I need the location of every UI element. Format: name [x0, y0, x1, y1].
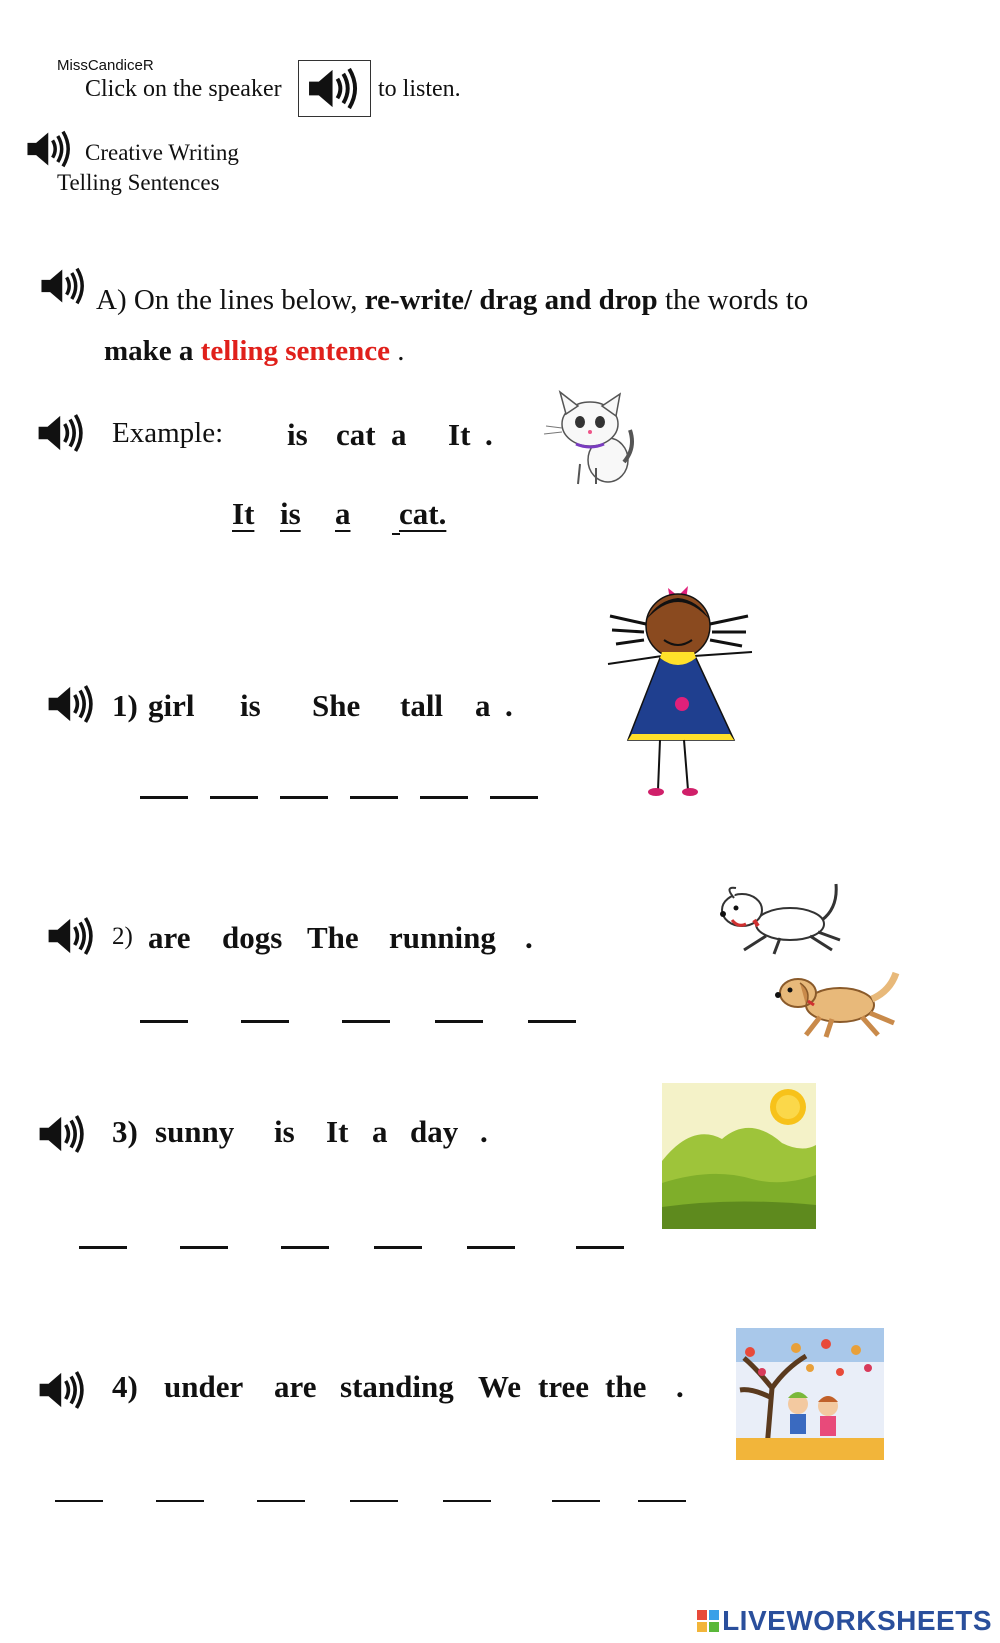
telling-sentence-keyword: telling sentence — [200, 335, 390, 367]
answer-blank[interactable] — [241, 1020, 289, 1023]
girl-image — [598, 580, 758, 800]
scrambled-word[interactable]: tree — [538, 1369, 590, 1404]
speaker-icon[interactable] — [35, 410, 89, 456]
scrambled-word[interactable]: sunny — [155, 1114, 235, 1149]
example-word: a — [391, 417, 407, 452]
example-answer-word: a — [335, 496, 351, 531]
instruction-emphasis: make a — [104, 335, 194, 367]
example-label: Example: — [112, 417, 224, 449]
scrambled-word[interactable]: is — [240, 688, 261, 723]
brown-dog-image — [770, 965, 902, 1043]
liveworksheets-logo — [697, 1605, 992, 1637]
scrambled-word[interactable]: The — [307, 920, 359, 955]
scrambled-word[interactable]: She — [312, 688, 361, 723]
scrambled-word[interactable]: . — [505, 688, 513, 723]
answer-blank[interactable] — [281, 1246, 329, 1249]
autumn-tree-image — [736, 1328, 884, 1460]
brand-name: LIVEWORKSHEETS — [722, 1605, 992, 1636]
example-answer-word: cat. — [399, 496, 447, 531]
speaker-icon[interactable] — [298, 60, 371, 117]
example-word: . — [485, 417, 493, 452]
answer-blank[interactable] — [490, 796, 538, 799]
scrambled-word[interactable]: . — [525, 920, 533, 955]
instruction-text: the words to — [664, 284, 809, 316]
worksheet-title: Creative Writing — [85, 140, 239, 165]
author-name: MissCandiceR — [57, 57, 154, 74]
scrambled-word[interactable]: standing — [340, 1369, 454, 1404]
instruction-text: A) On the lines below, — [96, 284, 358, 316]
example-answer-word: is — [280, 496, 301, 531]
instruction-period: . — [397, 335, 405, 367]
answer-blank[interactable] — [443, 1500, 491, 1502]
instruction-line-1 — [96, 284, 808, 317]
answer-blank[interactable] — [180, 1246, 228, 1249]
answer-blank[interactable] — [576, 1246, 624, 1249]
answer-blank[interactable] — [156, 1500, 204, 1502]
speaker-icon[interactable] — [24, 128, 76, 170]
answer-blank[interactable] — [552, 1500, 600, 1502]
sunny-landscape-image — [662, 1083, 816, 1229]
exercise-number: 3) — [112, 1114, 138, 1149]
scrambled-word[interactable]: day — [410, 1114, 459, 1149]
speaker-icon[interactable] — [45, 680, 99, 728]
scrambled-word[interactable]: running — [389, 920, 496, 955]
click-instruction-prefix: Click on the speaker — [85, 76, 282, 102]
click-instruction-suffix: to listen. — [378, 76, 461, 102]
example-word: cat — [336, 417, 376, 452]
speaker-icon[interactable] — [36, 1366, 90, 1414]
answer-blank[interactable] — [55, 1500, 103, 1502]
speaker-icon[interactable] — [36, 1110, 90, 1158]
example-answer-underline — [392, 533, 400, 535]
scrambled-word[interactable]: It — [326, 1114, 349, 1149]
worksheet-subtitle: Telling Sentences — [57, 170, 220, 195]
exercise-number: 1) — [112, 688, 138, 723]
answer-blank[interactable] — [350, 1500, 398, 1502]
answer-blank[interactable] — [140, 1020, 188, 1023]
cat-image — [540, 388, 638, 488]
speaker-icon[interactable] — [45, 912, 99, 960]
example-word: is — [287, 417, 308, 452]
exercise-number: 4) — [112, 1369, 138, 1404]
scrambled-word[interactable]: is — [274, 1114, 295, 1149]
answer-blank[interactable] — [342, 1020, 390, 1023]
scrambled-word[interactable]: . — [480, 1114, 488, 1149]
scrambled-word[interactable]: are — [274, 1369, 317, 1404]
scrambled-word[interactable]: dogs — [222, 920, 283, 955]
scrambled-word[interactable]: tall — [400, 688, 444, 723]
exercise-number: 2) — [112, 923, 133, 950]
white-dog-image — [714, 880, 846, 960]
scrambled-word[interactable]: girl — [148, 688, 195, 723]
answer-blank[interactable] — [350, 796, 398, 799]
answer-blank[interactable] — [79, 1246, 127, 1249]
answer-blank[interactable] — [140, 796, 188, 799]
scrambled-word[interactable]: a — [372, 1114, 388, 1149]
scrambled-word[interactable]: a — [475, 688, 491, 723]
scrambled-word[interactable]: . — [676, 1369, 684, 1404]
answer-blank[interactable] — [257, 1500, 305, 1502]
speaker-icon[interactable] — [38, 264, 90, 308]
answer-blank[interactable] — [280, 796, 328, 799]
scrambled-word[interactable]: are — [148, 920, 191, 955]
answer-blank[interactable] — [420, 796, 468, 799]
answer-blank[interactable] — [638, 1500, 686, 1502]
example-word: It — [448, 417, 471, 452]
instruction-emphasis: re-write/ drag and drop — [364, 284, 658, 316]
answer-blank[interactable] — [374, 1246, 422, 1249]
answer-blank[interactable] — [467, 1246, 515, 1249]
scrambled-word[interactable]: the — [605, 1369, 647, 1404]
example-answer-word: It — [232, 496, 255, 531]
scrambled-word[interactable]: under — [164, 1369, 244, 1404]
scrambled-word[interactable]: We — [478, 1369, 522, 1404]
answer-blank[interactable] — [210, 796, 258, 799]
answer-blank[interactable] — [528, 1020, 576, 1023]
answer-blank[interactable] — [435, 1020, 483, 1023]
brand-mark-icon — [697, 1607, 719, 1629]
instruction-line-2 — [104, 335, 404, 368]
